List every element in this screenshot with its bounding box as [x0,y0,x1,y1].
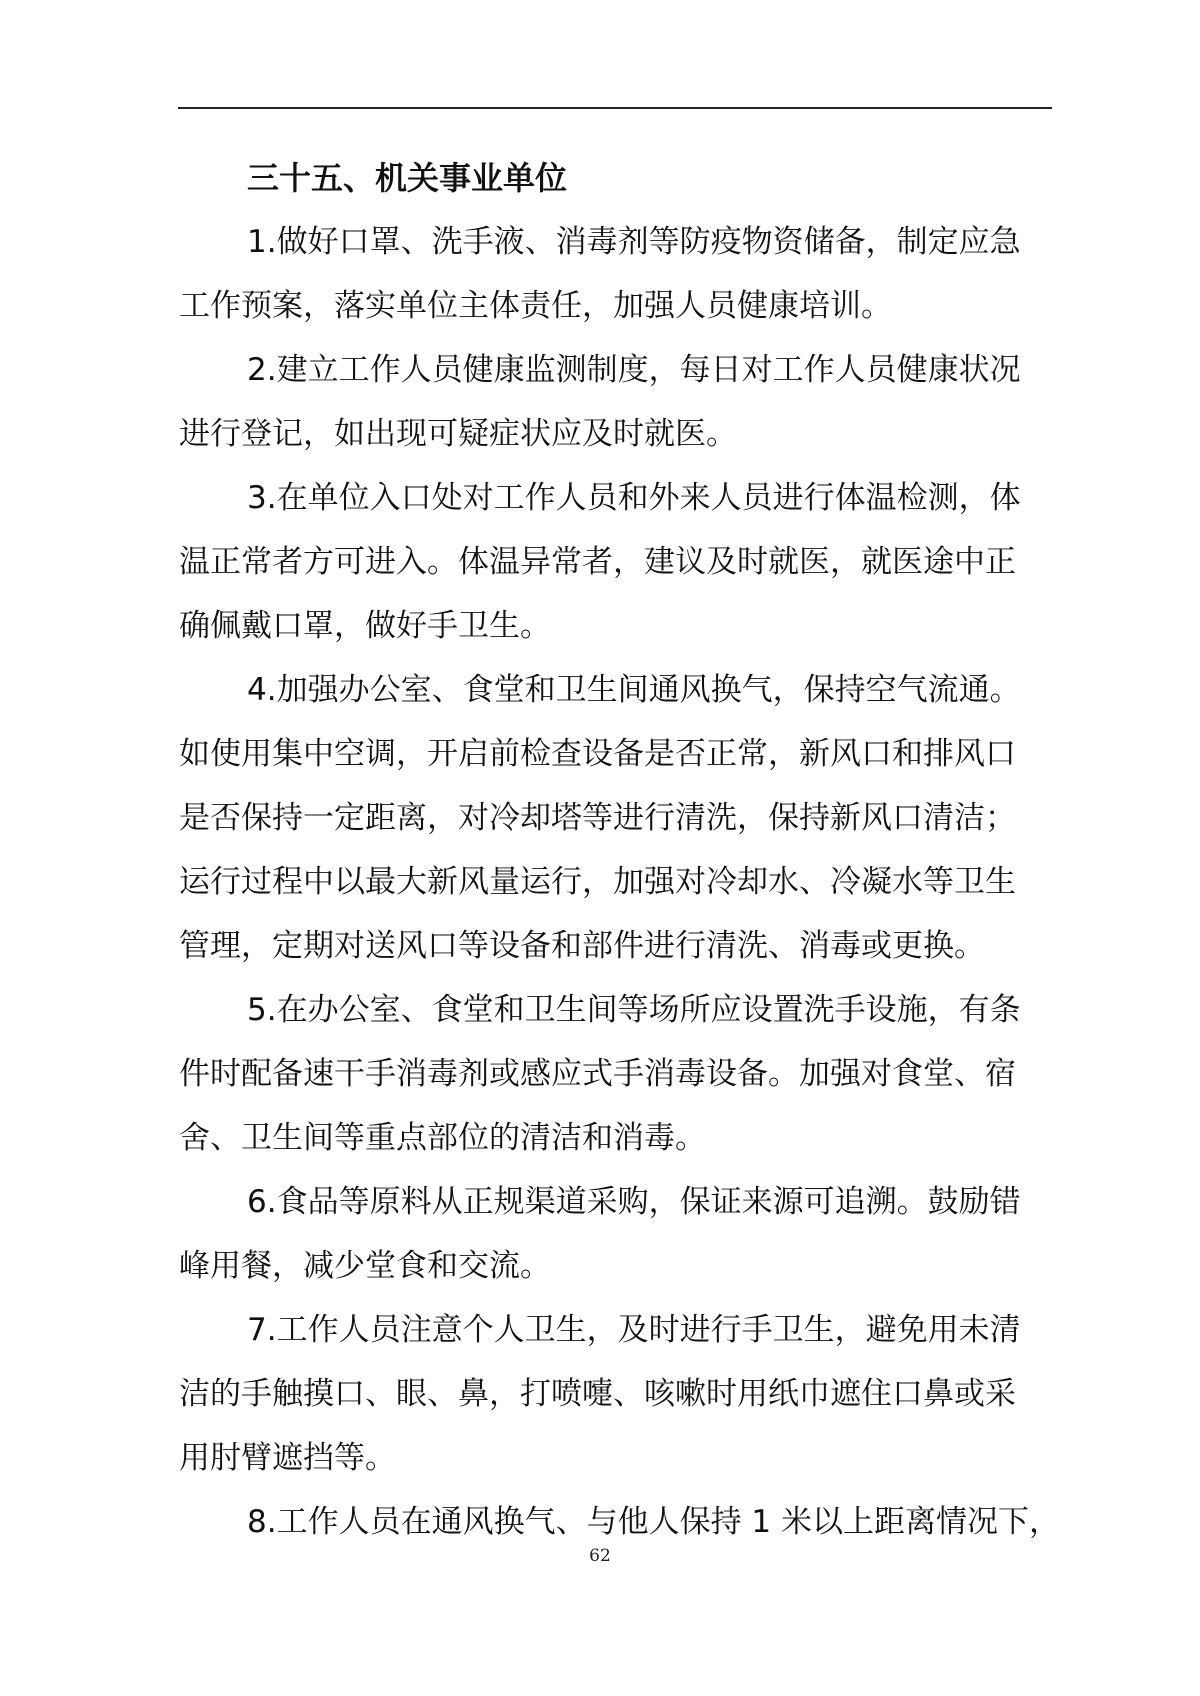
paragraph-line: 如使用集中空调，开启前检查设备是否正常，新风口和排风口 [179,736,1016,772]
paragraph-line: 舍、卫生间等重点部位的清洁和消毒。 [179,1120,706,1156]
paragraph-line: 件时配备速干手消毒剂或感应式手消毒设备。加强对食堂、宿 [179,1056,1016,1092]
paragraph-line: 4.加强办公室、食堂和卫生间通风换气，保持空气流通。 [247,672,1021,708]
paragraph-line: 是否保持一定距离，对冷却塔等进行清洗，保持新风口清洁； [179,800,1016,836]
page-number: 62 [589,1546,611,1566]
paragraph-4 [179,658,1051,978]
paragraph-7 [179,1298,1051,1490]
page-body [179,146,1061,1554]
paragraph-5 [179,978,1051,1170]
paragraph-line: 6.食品等原料从正规渠道采购，保证来源可追溯。鼓励错 [247,1184,1021,1220]
paragraph-line: 峰用餐，减少堂食和交流。 [179,1248,551,1284]
paragraph-line: 8.工作人员在通风换气、与他人保持 1 米以上距离情况下， [247,1504,1061,1540]
paragraph-line: 3.在单位入口处对工作人员和外来人员进行体温检测，体 [247,480,1021,516]
paragraph-3 [179,466,1051,658]
header-rule [178,107,1052,109]
paragraph-line: 运行过程中以最大新风量运行，加强对冷却水、冷凝水等卫生 [179,864,1016,900]
paragraph-1 [179,210,1051,338]
paragraph-line: 1.做好口罩、洗手液、消毒剂等防疫物资储备，制定应急 [247,224,1021,260]
section-heading: 三十五、机关事业单位 [247,159,568,197]
paragraph-6 [179,1170,1051,1298]
paragraph-line: 温正常者方可进入。体温异常者，建议及时就医，就医途中正 [179,544,1016,580]
paragraph-line: 7.工作人员注意个人卫生，及时进行手卫生，避免用未清 [247,1312,1021,1348]
paragraph-2 [179,338,1051,466]
paragraph-line: 5.在办公室、食堂和卫生间等场所应设置洗手设施，有条 [247,992,1021,1028]
paragraph-line: 管理，定期对送风口等设备和部件进行清洗、消毒或更换。 [179,928,985,964]
paragraph-line: 洁的手触摸口、眼、鼻，打喷嚏、咳嗽时用纸巾遮住口鼻或采 [179,1376,1016,1412]
paragraph-line: 用肘臂遮挡等。 [179,1440,396,1476]
paragraph-line: 工作预案，落实单位主体责任，加强人员健康培训。 [179,288,892,324]
paragraph-line: 确佩戴口罩，做好手卫生。 [179,608,551,644]
paragraph-line: 进行登记，如出现可疑症状应及时就医。 [179,416,737,452]
paragraph-line: 2.建立工作人员健康监测制度，每日对工作人员健康状况 [247,352,1021,388]
